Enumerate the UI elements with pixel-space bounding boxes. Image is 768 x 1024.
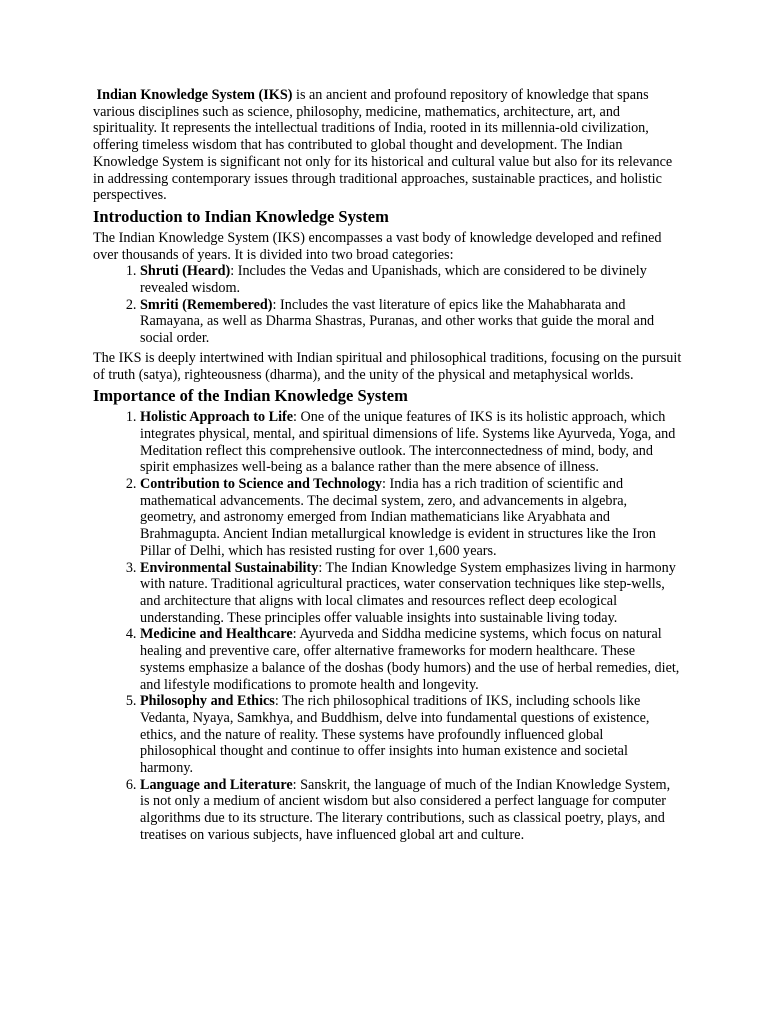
importance-list [93,409,683,843]
intro-bold-term: Indian Knowledge System (IKS) [96,87,293,103]
intro-paragraph [93,87,683,204]
list-item [140,777,683,844]
section-heading-introduction: Introduction to Indian Knowledge System [93,206,389,226]
section-heading-importance: Importance of the Indian Knowledge System [93,386,408,406]
list-item [140,476,683,560]
categories-list [93,263,683,347]
list-item-text: : Includes the Vedas and Upanishads, which are considered to be divinely revealed wisdom. [140,263,647,297]
list-item-term: Holistic Approach to Life [140,409,294,426]
list-item-text: : Includes the vast literature of epics like the Mahabharata and Ramayana, as well as Dharma Shastras, Puranas, and other works that guide the moral and social order. [140,296,655,347]
list-item [140,626,683,693]
intro-text: is an ancient and profound repository of knowledge that spans various disciplines such as science, philosophy, medicine, mathematics, architecture, art, and spirituality. It represents the intellectual traditions of India, rooted in its millennia-old civilization, offering timeless wisdom that has contributed to global thought and development. The Indian Knowledge System is significant not only for its historical and cultural value but also for its relevance in addressing contemporary issues through traditional approaches, sustainable practices, and holistic perspectives. [93,87,673,204]
list-item-text: : India has a rich tradition of scientific and mathematical advancements. The decimal system, zero, and advancements in algebra, geometry, and astronomy emerged from Indian mathematicians like Aryabhata and Brahmagupta. Ancient Indian metallurgical knowledge is evident in structures like the Iron Pillar of Delhi, which has resisted rusting for over 1,600 years. [140,476,656,559]
list-item-term: Environmental Sustainability [140,559,319,576]
list-item-term: Language and Literature [140,776,293,793]
section1-closing-paragraph: The IKS is deeply intertwined with Indian spiritual and philosophical traditions, focusing on the pursuit of truth (satya), righteousness (dharma), and the unity of the physical and metaphysical worlds. [93,349,682,383]
list-item-text: : Sanskrit, the language of much of the Indian Knowledge System, is not only a medium of ancient wisdom but also considered a perfect language for computer algorithms due to its structure. The literary contributions, such as classical poetry, plays, and treatises on various subjects, have influenced global art and culture. [140,776,671,843]
list-item-text: : The Indian Knowledge System emphasizes living in harmony with nature. Traditional agricultural practices, water conservation techniques like step-wells, and architecture that aligns with local climates and resources reflect deep ecological understanding. These principles offer valuable insights into sustainable living today. [140,559,676,626]
list-item-text: : The rich philosophical traditions of IKS, including schools like Vedanta, Nyaya, Samkhya, and Buddhism, delve into fundamental questions of existence, ethics, and the nature of reality. These systems have profoundly influenced global philosophical thought and continue to offer insights into human existence and societal harmony. [140,693,650,777]
list-item [140,297,683,347]
list-item [140,409,683,476]
list-item-term: Contribution to Science and Technology [140,476,383,493]
list-item [140,263,683,296]
list-item [140,693,683,777]
section1-paragraph: The Indian Knowledge System (IKS) encompasses a vast body of knowledge developed and refined over thousands of years. It is divided into two broad categories: [93,229,662,263]
document-page [93,87,683,844]
list-item-term: Medicine and Healthcare [140,626,293,643]
list-item [140,560,683,627]
list-item-text: : One of the unique features of IKS is its holistic approach, which integrates physical, mental, and spiritual dimensions of life. Systems like Ayurveda, Yoga, and Meditation reflect this comprehensive outlook. The interconnectedness of mind, body, and spirit emphasizes well-being as a balance rather than the mere absence of illness. [140,409,676,476]
list-item-text: : Ayurveda and Siddha medicine systems, which focus on natural healing and preventive care, offer alternative frameworks for modern healthcare. These systems emphasize a balance of the doshas (body humors) and the use of herbal remedies, diet, and lifestyle modifications to promote health and longevity. [140,626,680,693]
list-item-term: Smriti (Remembered) [140,296,273,313]
list-item-term: Philosophy and Ethics [140,693,275,710]
list-item-term: Shruti (Heard) [140,263,231,280]
